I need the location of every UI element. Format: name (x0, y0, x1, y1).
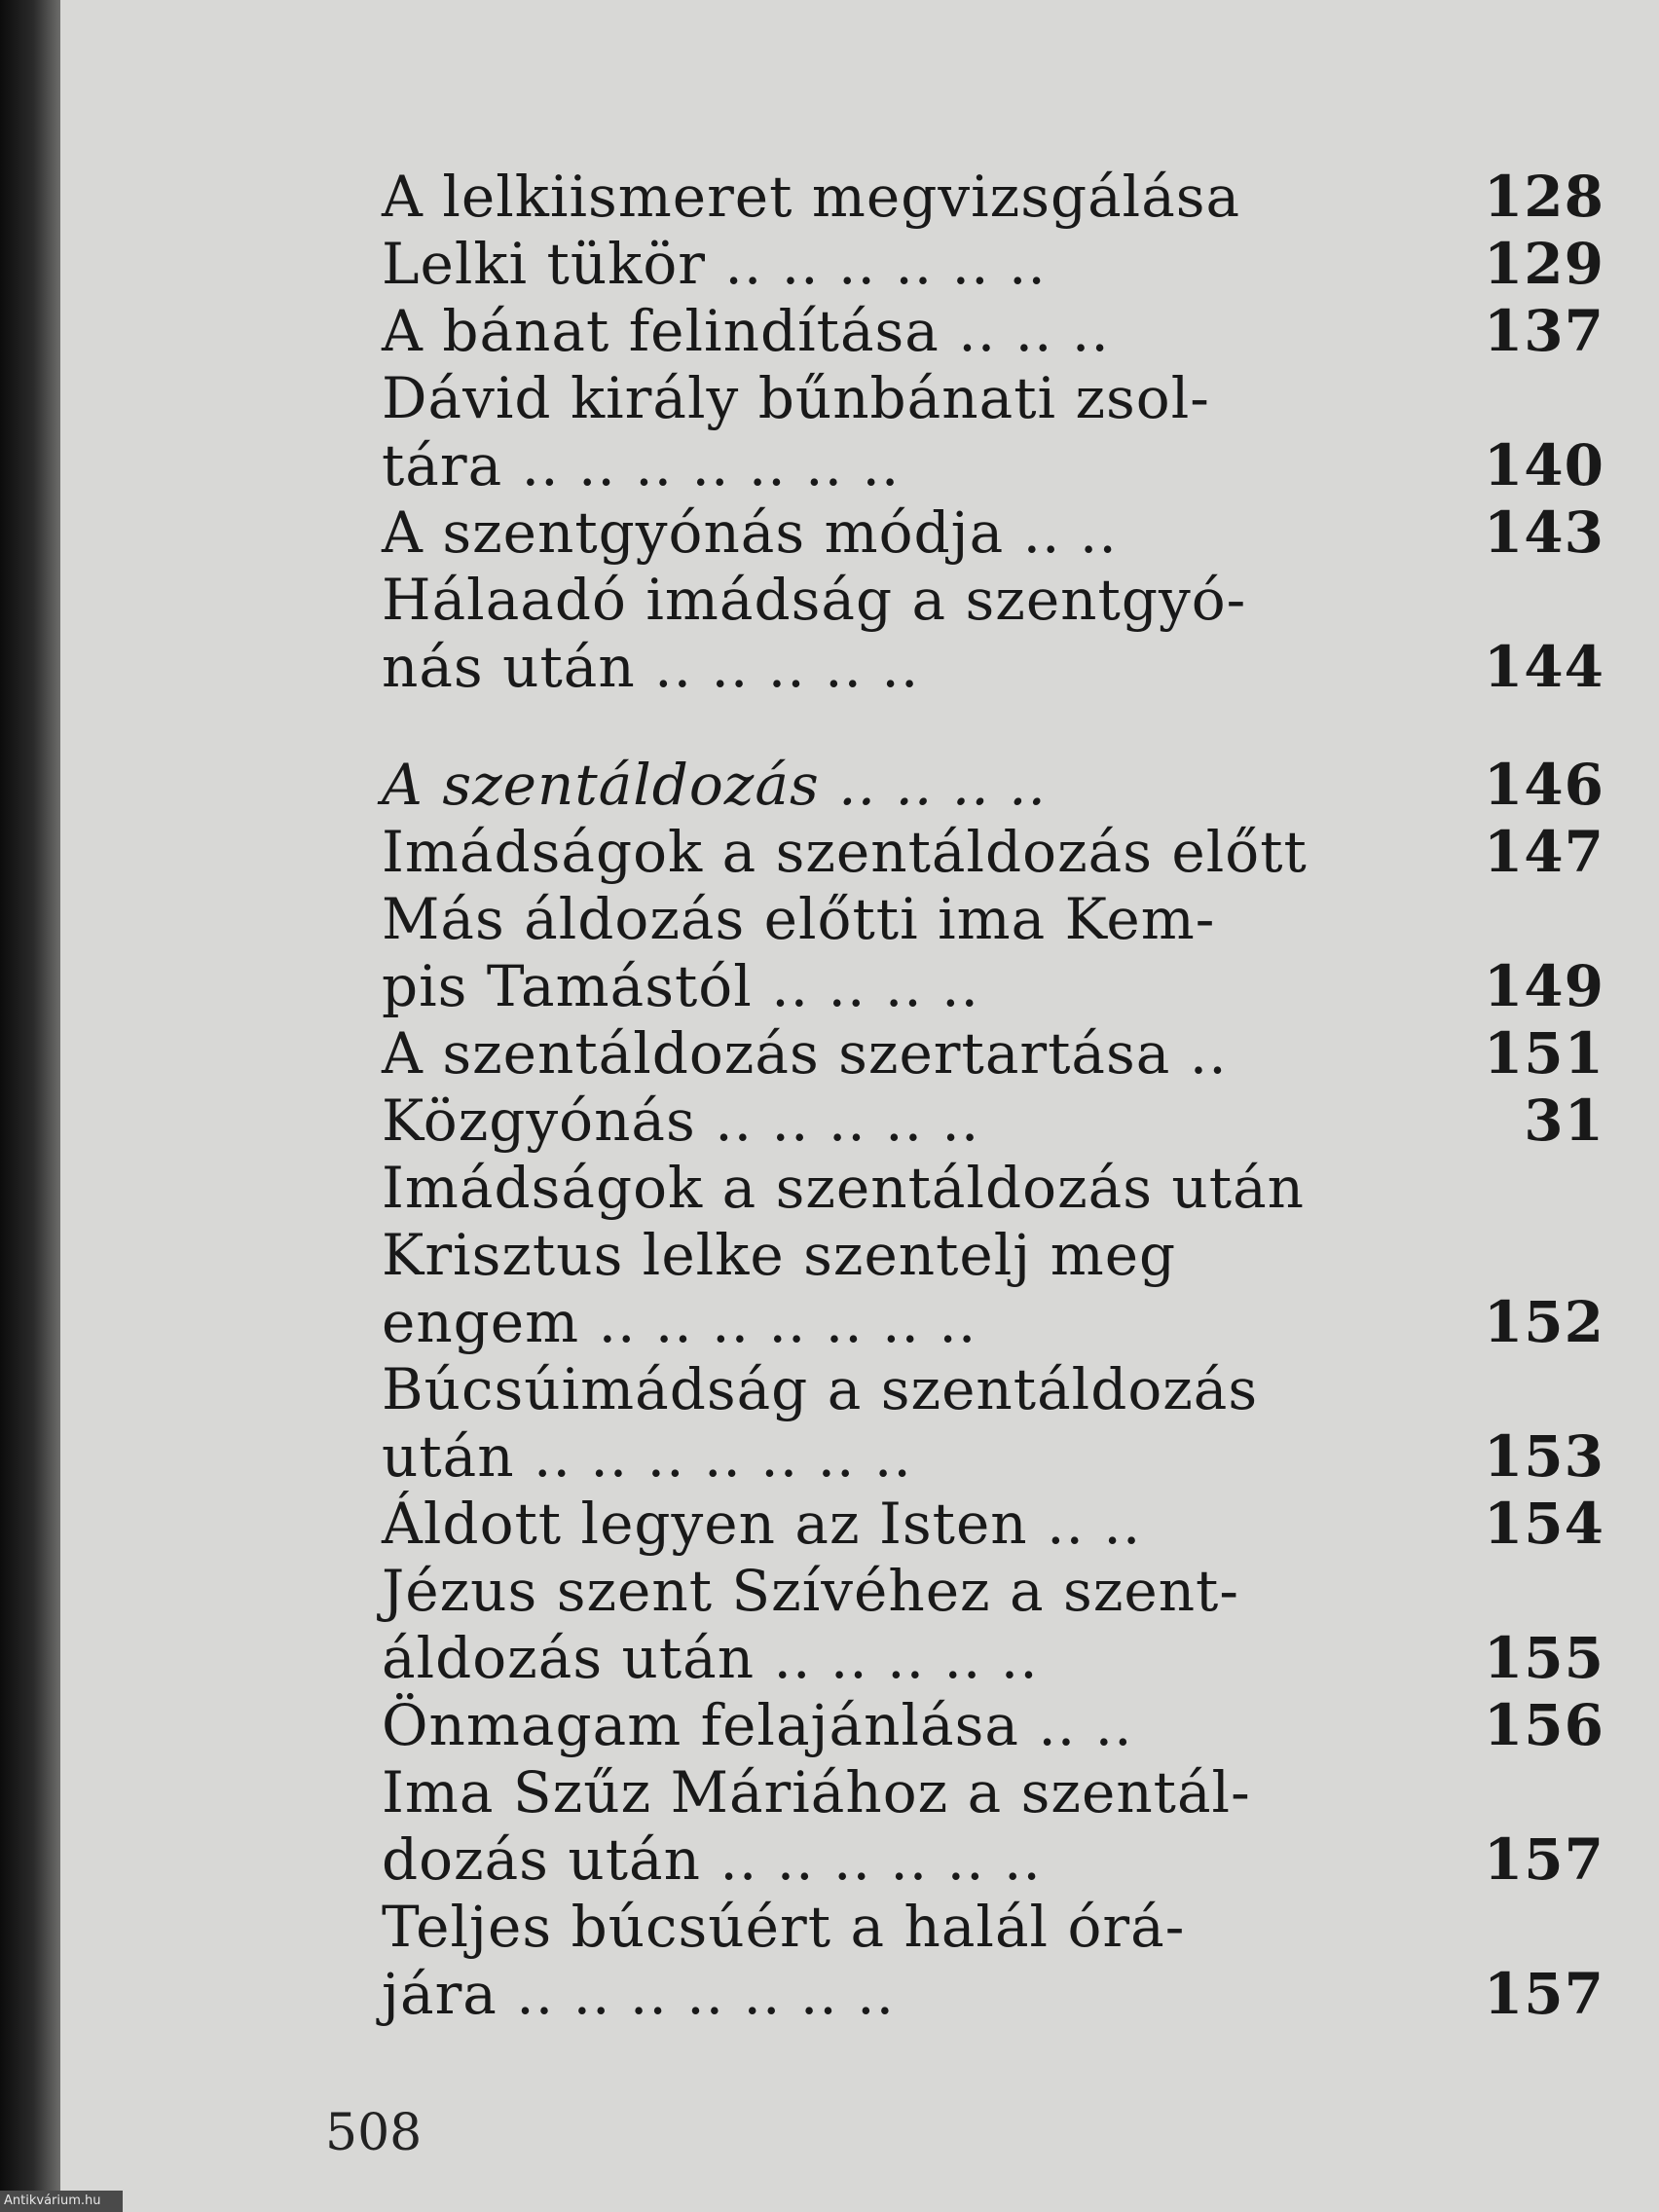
toc-entry-title: A bánat felindítása .. .. .. (382, 298, 1110, 364)
section-gap (382, 701, 1618, 752)
book-spine-shadow (0, 0, 60, 2212)
toc-entry (382, 886, 1618, 953)
toc-entry-title: A szentáldozás .. .. .. .. (382, 752, 1047, 818)
toc-entry-title: Áldott legyen az Isten .. .. (382, 1491, 1142, 1557)
toc-entry (382, 953, 1618, 1020)
toc-entry-title: Jézus szent Szívéhez a szent- (382, 1558, 1239, 1624)
toc-entry-page: 149 (1483, 953, 1604, 1019)
toc-entry-title: Búcsúimádság a szentáldozás (382, 1356, 1259, 1422)
toc-entry (382, 231, 1618, 298)
toc-entry (382, 634, 1618, 701)
toc-entry-page: 128 (1483, 164, 1604, 230)
watermark: Antikvárium.hu (0, 2191, 123, 2212)
toc-entry-title: után .. .. .. .. .. .. .. (382, 1423, 912, 1490)
toc-entry-title: Teljes búcsúért a halál órá- (382, 1894, 1186, 1960)
toc-entry-title: Önmagam felajánlása .. .. (382, 1692, 1133, 1758)
toc-entry-title: jára .. .. .. .. .. .. .. (382, 1961, 896, 2027)
toc-entry-title: Imádságok a szentáldozás után (382, 1155, 1306, 1221)
toc-entry-title: Imádságok a szentáldozás előtt (382, 819, 1308, 885)
toc-entry (382, 1222, 1618, 1289)
toc-entry-page: 140 (1483, 432, 1604, 498)
toc-entry (382, 1020, 1618, 1088)
toc-entry-page: 152 (1483, 1289, 1604, 1355)
toc-entry (382, 164, 1618, 231)
toc-entry (382, 432, 1618, 499)
toc-entry (382, 1558, 1618, 1625)
toc-entry-page: 153 (1483, 1423, 1604, 1490)
toc-entry (382, 298, 1618, 365)
toc-section-heading (382, 752, 1618, 819)
toc-entry-title: Hálaadó imádság a szentgyó- (382, 567, 1247, 633)
toc-entry-title: A szentgyónás módja .. .. (382, 499, 1118, 566)
toc-entry-title: nás után .. .. .. .. .. (382, 634, 920, 700)
toc-entry-title: Más áldozás előtti ima Kem- (382, 886, 1216, 952)
toc-entry (382, 567, 1618, 634)
toc-entry (382, 499, 1618, 567)
toc-entry (382, 1692, 1618, 1759)
toc-entry-page: 137 (1483, 298, 1604, 364)
toc-entry (382, 1894, 1618, 1961)
toc-entry-page: 155 (1483, 1625, 1604, 1691)
toc-entry (382, 1423, 1618, 1491)
toc-entry (382, 1155, 1618, 1222)
toc-entry (382, 1625, 1618, 1692)
toc-entry-title: pis Tamástól .. .. .. .. (382, 953, 979, 1019)
table-of-contents (382, 164, 1618, 2028)
toc-entry-page: 151 (1483, 1020, 1604, 1087)
toc-entry-page: 157 (1483, 1826, 1604, 1893)
toc-entry (382, 1356, 1618, 1423)
toc-entry-page: 154 (1483, 1491, 1604, 1557)
toc-entry-title: A lelkiismeret megvizsgálása (382, 164, 1241, 230)
toc-entry (382, 819, 1618, 886)
toc-entry-page: 144 (1483, 634, 1604, 700)
toc-entry-title: A szentáldozás szertartása .. (382, 1020, 1228, 1087)
toc-entry-page: 129 (1483, 231, 1604, 297)
toc-entry-page: 157 (1483, 1961, 1604, 2027)
toc-entry-page: 156 (1483, 1692, 1604, 1758)
toc-entry-page: 146 (1483, 752, 1604, 818)
toc-entry-title: Ima Szűz Máriához a szentál- (382, 1759, 1251, 1825)
toc-entry-page: 147 (1483, 819, 1604, 885)
toc-entry-title: Lelki tükör .. .. .. .. .. .. (382, 231, 1047, 297)
toc-entry-title: dozás után .. .. .. .. .. .. (382, 1826, 1042, 1893)
toc-entry (382, 1088, 1618, 1155)
toc-entry-title: Krisztus lelke szentelj meg (382, 1222, 1177, 1288)
toc-entry-page: 31 (1524, 1088, 1604, 1154)
toc-entry-title: tára .. .. .. .. .. .. .. (382, 432, 901, 498)
toc-entry-page: 143 (1483, 499, 1604, 566)
toc-entry (382, 1491, 1618, 1558)
page-number: 508 (325, 2104, 423, 2162)
toc-entry (382, 1289, 1618, 1356)
toc-entry-title: Dávid király bűnbánati zsol- (382, 365, 1210, 431)
toc-entry (382, 1826, 1618, 1894)
toc-entry-title: Közgyónás .. .. .. .. .. (382, 1088, 980, 1154)
toc-entry (382, 1961, 1618, 2028)
toc-entry-title: engem .. .. .. .. .. .. .. (382, 1289, 977, 1355)
toc-entry-title: áldozás után .. .. .. .. .. (382, 1625, 1039, 1691)
toc-entry (382, 1759, 1618, 1826)
toc-entry (382, 365, 1618, 432)
